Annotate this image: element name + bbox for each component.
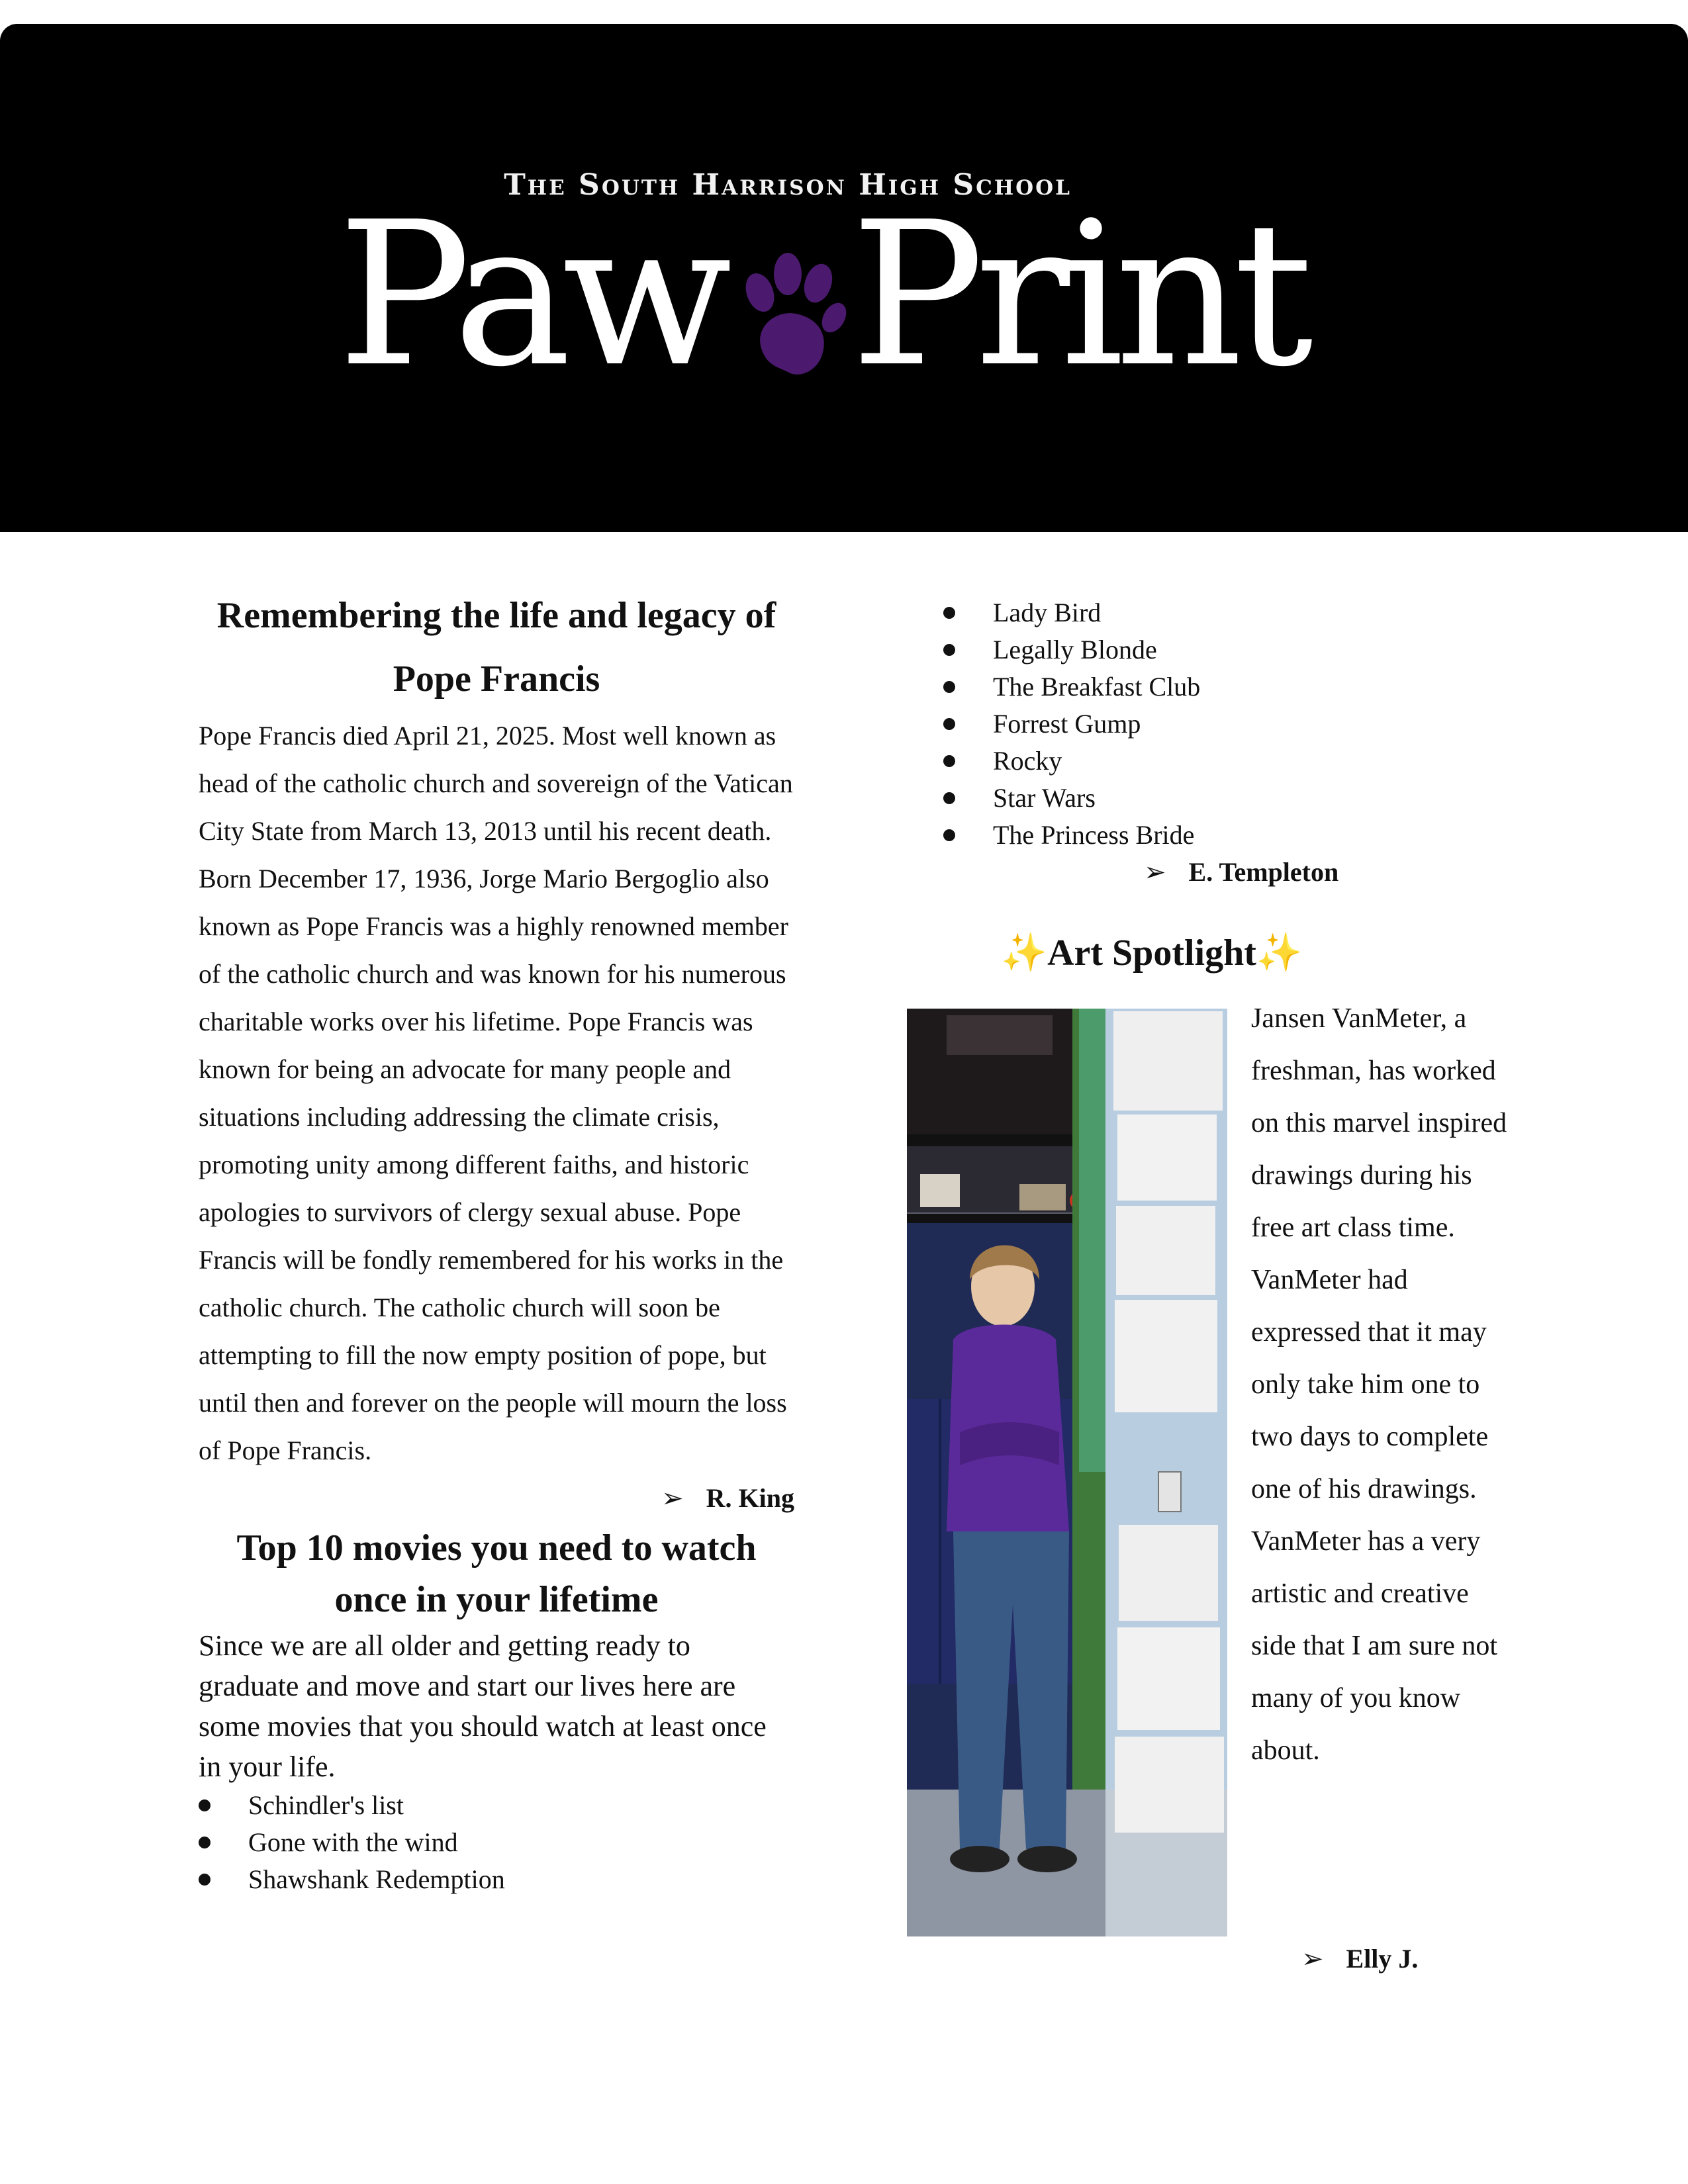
bullet-icon [943, 681, 955, 693]
list-item: The Princess Bride [943, 817, 1503, 854]
article1-body: Pope Francis died April 21, 2025. Most well known as head of the catholic church and sovereign of the Vatican City State from March 13, 2013 until his recent death. Born December 17, 1936, Jorge Mario Bergoglio also known as Pope Francis was a highly renowned member of the catholic church and was known for his numerous charitable works over his lifetime. Pope Francis was known for being an advocate for many people and situations including addressing the climate crisis, promoting unity among different faiths, and historic apologies to survivors of clergy sexual abuse. Pope Francis will be fondly remembered for his works in the catholic church. The catholic church will soon be attempting to fill the now empty position of pope, but until then and forever on the people will mourn the loss of Pope Francis. [199, 721, 793, 1465]
right-column [907, 594, 1503, 892]
article1-title-line1: Remembering the life and legacy of [216, 595, 776, 636]
list-item: The Breakfast Club [943, 668, 1503, 705]
bullet-icon [199, 1837, 211, 1848]
art-spotlight-author: Elly J. [1346, 1944, 1419, 1974]
movie-list-part1 [199, 1787, 794, 1898]
list-item: Star Wars [943, 780, 1503, 817]
byline-arrow-icon: ➢ [1144, 857, 1166, 887]
article1-author: R. King [706, 1483, 794, 1513]
byline-arrow-icon: ➢ [661, 1483, 684, 1514]
bullet-icon [199, 1799, 211, 1811]
student-photo [907, 1009, 1227, 1936]
art-spotlight-title: ✨Art Spotlight✨ [1001, 931, 1303, 974]
bullet-icon [943, 792, 955, 804]
byline-arrow-icon: ➢ [1301, 1944, 1324, 1974]
logo-paw-word: Paw [338, 179, 724, 410]
masthead [0, 24, 1688, 532]
article2-byline [907, 852, 1503, 892]
bullet-icon [943, 607, 955, 619]
list-item: Lady Bird [943, 594, 1503, 631]
article1-byline [199, 1479, 794, 1518]
bullet-icon [943, 718, 955, 730]
article1-title-line2: Pope Francis [393, 659, 600, 700]
list-item: Gone with the wind [199, 1824, 794, 1861]
list-item: Shawshank Redemption [199, 1861, 794, 1898]
article2-intro: Since we are all older and getting ready to graduate and move and start our lives here are some movies that you should watch at least once in your life. [199, 1629, 767, 1783]
sparkle-icon: ✨ [1256, 931, 1303, 974]
list-item: Rocky [943, 743, 1503, 780]
bullet-icon [943, 755, 955, 767]
sparkle-icon: ✨ [1001, 931, 1048, 974]
article2-author: E. Templeton [1188, 857, 1339, 887]
bullet-icon [943, 644, 955, 656]
list-item: Schindler's list [199, 1787, 794, 1824]
list-item: Legally Blonde [943, 631, 1503, 668]
logo-print-word: Print [851, 179, 1304, 410]
article2-title-line2: once in your lifetime [334, 1579, 659, 1620]
masthead-kicker: The South Harrison High School [504, 168, 1072, 202]
paw-print-icon [735, 249, 847, 381]
left-column [199, 582, 794, 1898]
bullet-icon [199, 1874, 211, 1886]
article2-title-line1: Top 10 movies you need to watch [236, 1527, 757, 1569]
art-spotlight-byline [1301, 1939, 1418, 1979]
movie-list-part2 [943, 594, 1503, 854]
list-item: Forrest Gump [943, 705, 1503, 743]
bullet-icon [943, 829, 955, 841]
art-spotlight-text: Jansen VanMeter, a freshman, has worked on this marvel inspired drawings during his free art class time. VanMeter had expressed that it may only take him one to two days to complete one of his drawings. VanMeter has a very artistic and creative side that I am sure not many of you know about. [1251, 1003, 1507, 1766]
